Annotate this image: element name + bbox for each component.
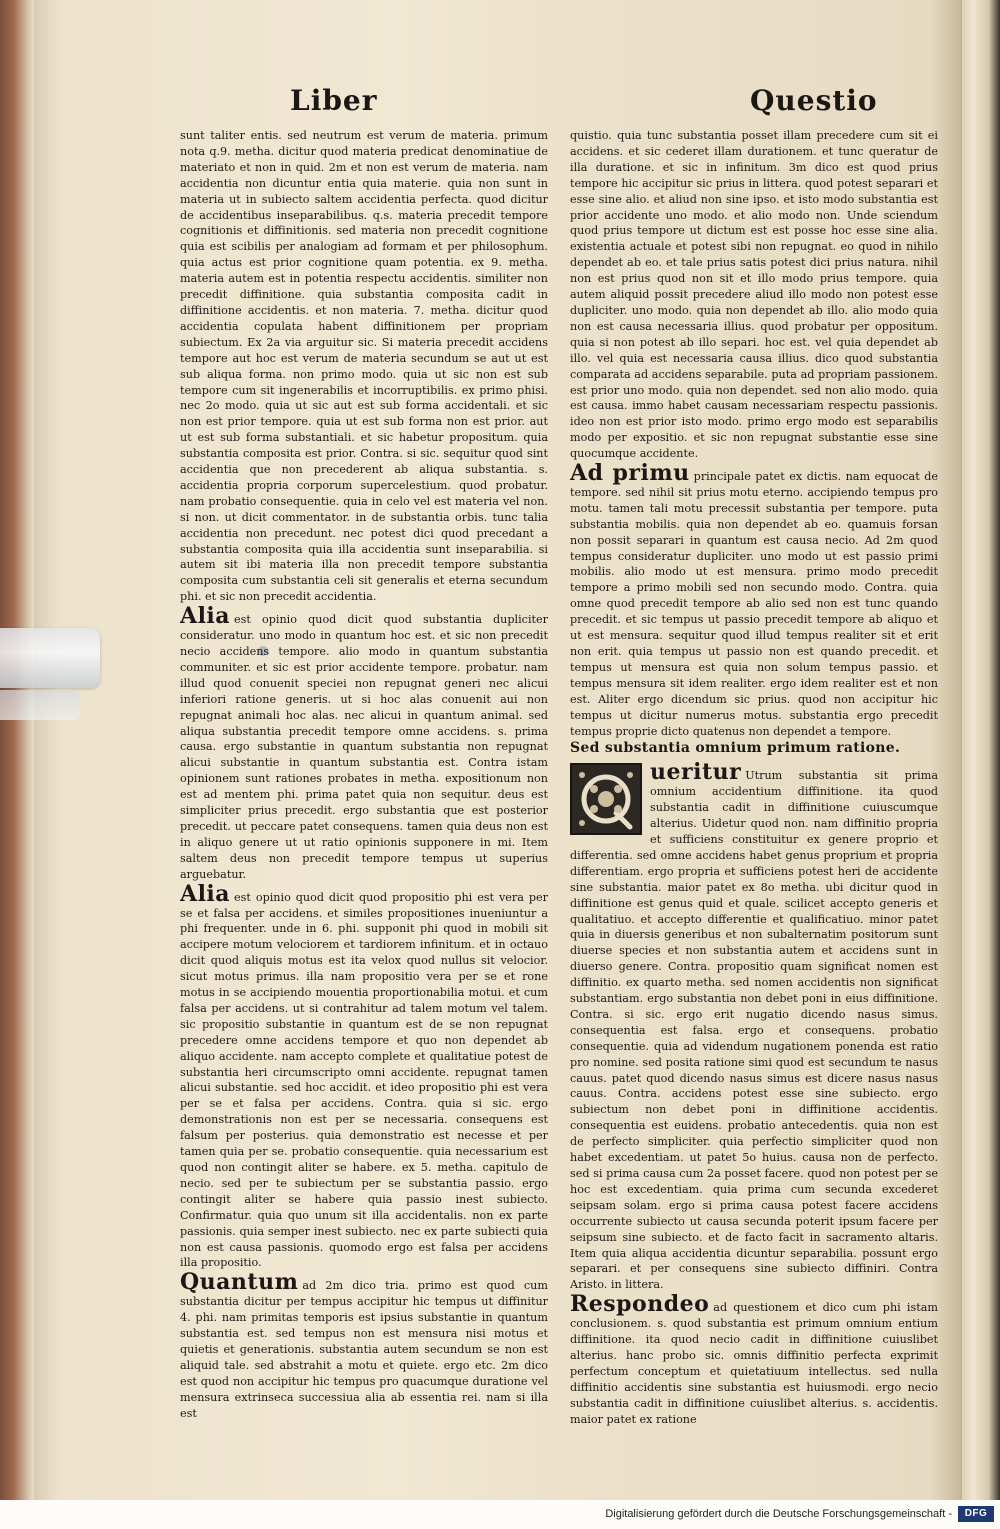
paragraph-text: ad questionem et dico cum phi istam conclusionem. s. quod substantia est primum omnium entium diffinitione. ita quod necio cadit in diffinitione cuiuslibet alterius. hanc probo sic. omnis diffinitio perfecta exprimit perfectum conceptum et quietatiuum intellectus. sed nulla diffinitio accidentis sine substantia est huiusmodi. ergo necio substantia cadit in diffinitione cuiuslibet alterius. s. accidentis. maior patet ex ratione	[570, 1301, 938, 1426]
paragraph: sunt taliter entis. sed neutrum est verum de materia. primum nota q.9. metha. dicitur quod materia predicat denominatiue de materiato et non in quid. 2m et non est verum de materia. nam accidentia non dicuntur entia quia materie. quia non sunt in materia ut in subiecto saltem accidentia perfecta. quod dicitur de accidentibus inseparabilibus. q.s. materia precedit tempore cognitionis et diffinitionis. sed materia non precedit cognitione quia est scibilis per analogiam ad formam et per philosophum. quia actus est prior cognitione quam potentia. ex 9. metha. materia autem est in potentia respectu accidentis. similiter non precedit diffinitione. quia substantia composita cadit in diffinitione accidentis. et non materia. 7. metha. dicitur quod accidentia copulata habent diffinitionem per propriam subiectum. Ex 2a via arguitur sic. Si materia precedit accidens tempore aut hoc est verum de materia secundum se aut ut est sub aliqua forma. non primo modo. quia ut sic non est sub tempore cum sit ingenerabilis et incorruptibilis. ex primo phisi. nec 2o modo. quia ut sic aut est sub forma accidentali. et sic non est prior tempore. quia ut est sub forma non est prior. aut ut est sub forma substantiali. et sic habetur propositum. quia substantia composita est prior. Contra. si sic. sequitur quod sint accidentia que non precederent ab aliqua substantia. s. accidentia propria corporum supercelestium. quod probatur. nam probatio consequentie. quia in celo vel est materia vel non. si non. ut dicit commentator. in de substantia orbis. tunc talia accidentia non precedunt. nec potest dici quod precedant a substantia composita quia illa accidentia sunt inseparabilia. si autem sit ibi materia illa non precedit tempore substantia composita cum substantia celi sit generalis et eterna secundum phi. et sic non precedit accidentia.	[180, 129, 548, 604]
text-column-left	[180, 128, 548, 1473]
paragraph	[570, 462, 938, 739]
page-clip-lower	[0, 690, 80, 720]
paragraph-lemma: Quantum	[180, 1269, 299, 1296]
paragraph	[570, 1293, 938, 1427]
dfg-logo: DFG	[958, 1506, 994, 1522]
paragraph: quistio. quia tunc substantia posset illam precedere cum sit ei accidens. et sic cederet illam durationem. et tunc queratur de illa duratione. et sic in infinitum. 3m dico est quod prius tempore hic accipitur sic prius in littera. quod potest separari et esse sine alio. et aliud non sine ipso. et isto modo substantia est prior accidente uno modo. et alio modo non. Unde sciendum quod prius tempore ut dictum est est posse hoc esse sine alia. existentia actuale et potest sibi non repugnat. eo quod in nihilo dependet ab eo. et tale prius satis potest dici prius natura. nihil non est prius quod non sit et illo modo prius tempore. quia autem aliquid possit precedere aliud illo modo non potest esse dupliciter. uno modo. quia non dependet ab illo. alio modo quia non est causa necessaria illius. quod probatur per oppositum. quia si non potest ab illo separi. hoc est. vel quia dependet ab illo. vel quia est necessaria causa illius. dico quod substantia comparata ad accidens separabile. puta ad propriam passionem. est prior uno modo. quia non dependet. sed non alio modo. quia est causa. immo habet causam necessariam respectu passionis. ideo non est prior isto modo. primo ergo modo est separabilis modo per expositio. et sic non repugnat substantie esse sine quocumque accidente.	[570, 129, 938, 461]
page-clip	[0, 628, 100, 688]
paragraph-lemma: ueritur	[650, 759, 742, 786]
text-column-right	[570, 128, 938, 1518]
paragraph-text: ad 2m dico tria. primo est quod cum substantia dicitur per tempus accipitur hic tempus ut diffinitur 4. phi. nam primitas temporis est ipsius substantie in quantum substantia est. sed tempus non est mensura nisi motus et quietis et generationis. substantia autem secundum se non est aliquid tale. sed abstrahit a motu et quiete. ergo etc. 2m dico est quod non accipitur hic tempus pro quacumque duratione vel mensura extrinseca successiua alia ab essentia rei. nam si illa est	[180, 1279, 548, 1420]
paragraph	[570, 761, 938, 1293]
paragraph	[180, 880, 548, 1272]
paragraph-text: est opinio quod dicit quod substantia dupliciter consideratur. uno modo in quantum hoc est. et sic non precedit necio accidens tempore. alio modo in quantum substantia communiter. et sic est prior accidente tempore. probatur. nam illud quod conuenit speciei non repugnat generi nec alicui inferiori ratione generis. ut si hoc alas conuenit aui non repugnat animali hoc alas. nec alicui in quantum animal. sed aliqua substantia precedit tempore omne accidens. s. prima causa. ergo substantie in quantum substantia non repugnat alicui substantie in quantum substantia est. Contra istam opinionem sunt rationes probates in metha. expositionum non est ad mentem phi. prima patet quia non sequitur. deus est simpliciter prius precedit. ergo substantia que est posterior precedit. ut peccare patet consequens. tamen quia deus non est in aliquo genere ut ut ratio opinionis supponere in mi. Item saltem deus non precedit tempore tempus ut superius arguebatur.	[180, 613, 548, 881]
funding-notice: Digitalisierung gefördert durch die Deutsche Forschungsgemeinschaft -	[605, 1508, 952, 1520]
section-heading: Sed substantia omnium primum ratione.	[570, 740, 901, 757]
facing-page-edge	[962, 0, 1000, 1500]
paragraph-text: Utrum substantia sit prima omnium accidentium diffinitione. ita quod substantia cadit in diffinitione cuiuscumque alterius. Uidetur quod non. nam diffinitio propria et sufficiens constituitur ex genere proprio et differentia. sed omne accidens habet genus proprium et propria differentiam. ergo propria et sufficiens potest heri de accidente sine substantia. maior patet ex 8o metha. ubi dicitur quod in diffinitione est genus quid et quale. scilicet accepto generis et qualitatiuo. et accepto differentie et qualificatiuo. minor patet quia in diuersis generibus et non subalternatim positorum sunt diuerse species et non substantia autem et accidens sunt in diuerso genere. Contra. propositio quam significat nomen est diffinitio. ex quarto metha. sed nomen accidentis non significat substantiam. ergo substantia non debet poni in eius diffinitione. Contra. si sic. ergo erit nugatio dicendo nasus simus. consequentia est falsa. ergo et consequens. probatio consequentie. quia ad videndum nugationem ponenda est ratio pro nomine. sed posita ratione simi quod est secundum te nasus cauus. patet quod dicendo nasus simus est dicere nasus nasus cauus. Contra. accidens potest esse sine subiecto. ergo subiectum non debet poni in diffinitione accidentis. consequentia est euidens. probatio antecedentis. quia non est de perfecto simpliciter. quia perfectio simpliciter quod non habet excedentiam. ut patet 5o huius. causa non de perfecto. sed si prima causa cum 2a posset facere. quod non potest per se hoc est excedentiam. quia prima cum secunda excederet seipsam solam. ergo si prima causa potest facere accidens occurrente subiecto ut causa secunda poterit ipsum facere per seipsum sine subiecto. et de facto facit in sacramento altaris. Item quia aliqua accidentia dicuntur separabilia. possunt ergo separari. et per consequens sine subiecto diffiniri. Contra Aristo. in littera.	[570, 769, 938, 1292]
running-head-right: Questio	[750, 84, 878, 117]
paragraph	[180, 1271, 548, 1421]
running-head-left: Liber	[290, 84, 378, 117]
paragraph-lemma: Respondeo	[570, 1291, 710, 1318]
paragraph-lemma: Alia	[180, 603, 231, 630]
paragraph-text: principale patet ex dictis. nam equocat de tempore. sed nihil sit prius motu eterno. accipiendo tempus pro motu. tamen tali motu precessit substantia per tempore. puta substantia mobilis. quia non dependet ab eo. quamuis forsan non possit separari in quantum est causa necio. Ad 2m quod tempus consideratur dupliciter. uno modo ut est passio primi mobilis. alio modo ut est mensura. primo modo precedit tempore a primo mobili sed non secundo modo. Contra. quia omne quod precedit tempore ab alio sed non est tunc quando precedit. et sic tempus ut passio precedit tempore ab aliquo et ut est mensura. sequitur quod illud tempus realiter sit et erit non erit. quia tempus ut passio non est quando precedit. et tempus ut mensura est quia non solum tempus passio. et tempus mensura sit idem realiter. ergo idem realiter est et non est. Aliter ergo dicendum sic prius. quod non accipitur hic tempus ut dicitur numerus motus. substantia ergo precedit tempus proprie dicto quatenus non dependet a tempore.	[570, 470, 938, 738]
decorated-initial	[570, 763, 642, 835]
paragraph-text: est opinio quod dicit quod propositio phi est vera per se et falsa per accidens. et similes propositiones inueniuntur a phi frequenter. unde in 6. phi. supponit phi quod in mobili sit accipere motum velociorem et tardiorem infinitum. et in octauo dicit quod aliquis motus est ita velox quod nullus sit velocior. sicut motus primus. illa nam propositio vera per se et rone motus in se accipiendo mouentia proportionabilia motui. et cum falsa per accidens. ut si contrahitur ad talem motum vel talem. sic propositio substantie in quantum est de se non repugnat precedere omne accidens tempore et quo non dependet ab aliquo accidente. nam accepto complete et qualitatiue potest de substantia heri circumscripto omni accidente. repugnat tamen alicui substantie. sed hoc accidit. et ideo propositio phi est vera per se et falsa per accidens. Contra. quia si sic. ergo demonstrationis non est per se necessaria. consequens est falsum per posterius. quia demonstratio est necesse et per tamen quia per se. probatio consequentie. quia necessarium est quod non contingit aliter se habere. ex 5. metha. capitulo de necio. sed per te subiectum per se substantia passio. ergo contingit aliter se habere quia passio inest subiecto. Confirmatur. quia quo unum sit illa accidentalis. non ex parte passionis. quia semper inest subiecto. nec ex parte subiecti quia non est causa passionis. quomodo ergo est falsa per accidens illa propositio.	[180, 890, 548, 1270]
book-spine	[0, 0, 34, 1529]
paragraph-lemma: Alia	[180, 880, 231, 907]
paragraph-lemma: Ad primu	[570, 460, 690, 487]
floral-initial-icon	[572, 765, 640, 833]
paragraph	[180, 605, 548, 882]
